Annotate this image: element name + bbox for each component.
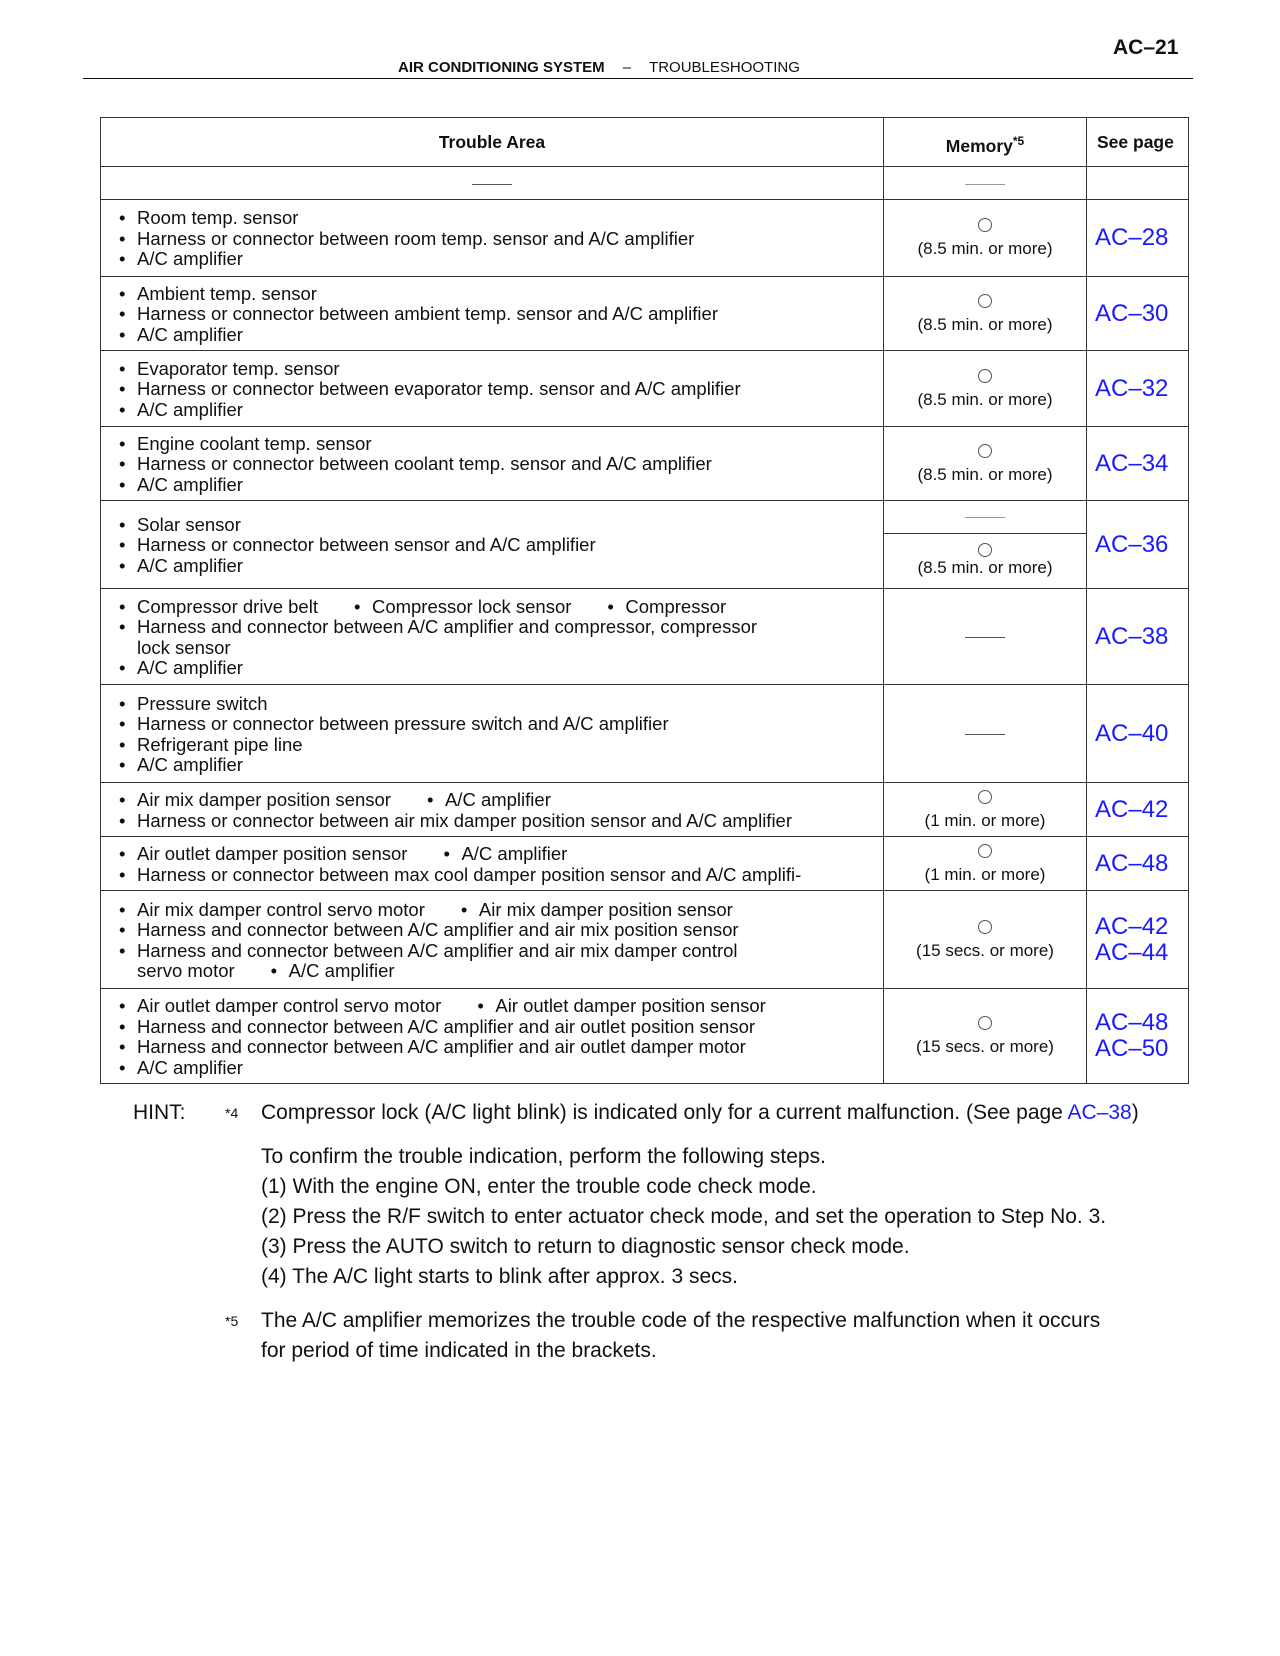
see-page-link[interactable]: AC–40 [1095,719,1169,747]
bullet-icon: • [607,595,614,617]
bullet-icon: • [119,995,126,1016]
memory-duration: (1 min. or more) [924,864,1046,884]
bullet-icon: • [426,789,434,810]
trouble-area-item [119,434,883,455]
memory-cell [884,891,1087,989]
bullet-icon: • [119,898,126,920]
memorized-circle-icon [978,920,992,934]
trouble-area-item [119,208,883,229]
trouble-area-item [119,900,883,921]
trouble-area-item [119,556,883,577]
trouble-area-item [119,638,883,659]
trouble-area-cell [101,685,884,783]
trouble-area-text: A/C amplifier [444,789,551,810]
trouble-area-text: Air outlet damper position sensor [495,995,766,1016]
bullet-icon: • [119,843,126,864]
trouble-area-text: Harness or connector between evaporator temp. sensor and A/C amplifier [137,378,741,400]
trouble-area-item [119,515,883,536]
see-page-link[interactable]: AC–48 [1095,849,1169,877]
trouble-area-text: Ambient temp. sensor [137,282,317,304]
memory-cell [884,277,1087,351]
bullet-icon: • [119,534,126,556]
trouble-area-text: Harness or connector between max cool damper position sensor and A/C amplifi- [137,863,802,885]
trouble-area-text: A/C amplifier [137,754,243,775]
trouble-area-text: Engine coolant temp. sensor [137,432,372,454]
bullet-icon: • [119,357,126,379]
trouble-area-text: Solar sensor [137,513,241,535]
trouble-area-item [119,658,883,679]
blank-row [101,167,1189,200]
trouble-area-item [119,941,883,962]
trouble-area-cell [101,351,884,427]
memory-cell [884,783,1087,837]
trouble-area-text: A/C amplifier [137,473,243,495]
trouble-area-item [119,379,883,400]
bullet-icon: • [477,995,484,1016]
trouble-area-item [119,1017,883,1038]
bullet-icon: • [119,616,126,637]
memory-duration: (8.5 min. or more) [917,464,1053,484]
trouble-area-text: Harness and connector between A/C amplifier and air outlet position sensor [137,1015,756,1037]
column-header-memory [884,118,1087,167]
trouble-area-item [119,617,883,638]
trouble-area-text: Compressor [625,595,727,617]
table-row [101,891,1189,989]
trouble-area-item [119,844,883,865]
trouble-area-text: Air mix damper position sensor [478,898,733,920]
bullet-icon: • [119,432,126,454]
memory-duration: (8.5 min. or more) [917,239,1053,258]
memory-cell [884,501,1087,589]
table-row [101,589,1189,685]
trouble-area-text: servo motor [137,960,235,981]
bullet-icon: • [119,595,126,617]
trouble-area-text: Harness and connector between A/C amplifier and compressor, compressor [137,616,758,637]
note-5-mark: *5 [225,1313,239,1329]
note-4-mark: *4 [225,1105,239,1121]
see-page-link[interactable]: AC–42 [1095,912,1169,940]
see-page-link[interactable]: AC–32 [1095,374,1169,402]
bullet-icon: • [119,1036,126,1057]
hint-section [133,1098,1233,1366]
trouble-area-item [119,1058,883,1079]
bullet-icon: • [119,227,126,249]
memorized-circle-icon [978,218,992,232]
blank-page-cell [1087,167,1189,200]
trouble-area-text: Harness or connector between ambient temp. sensor and A/C amplifier [137,303,718,325]
trouble-area-cell [101,783,884,837]
table-row [101,989,1189,1084]
trouble-area-text: A/C amplifier [137,657,243,678]
trouble-area-text: Air outlet damper position sensor [137,843,408,864]
trouble-area-text: Air mix damper position sensor [137,789,391,810]
trouble-area-item [119,735,883,756]
see-page-cell [1087,891,1189,989]
note-5-line-1: The A/C amplifier memorizes the trouble code of the respective malfunction when it occurs [261,1309,1101,1332]
bullet-icon: • [119,303,126,325]
memorized-circle-icon [978,1016,992,1030]
trouble-area-text: Evaporator temp. sensor [137,357,340,379]
trouble-area-cell [101,891,884,989]
trouble-area-text: Harness and connector between A/C amplifier and air mix damper control [137,939,738,961]
table-row [101,685,1189,783]
table-row [101,200,1189,277]
trouble-area-cell [101,277,884,351]
memory-cell [884,427,1087,501]
trouble-area-text: Air mix damper control servo motor [137,898,425,920]
memory-duration: (8.5 min. or more) [917,558,1053,577]
confirm-intro: To confirm the trouble indication, perform the following steps. [261,1145,826,1168]
note-4-text: Compressor lock (A/C light blink) is indicated only for a current malfunction. (See page [261,1101,1068,1124]
table-row [101,501,1189,589]
note-4-close: ) [1131,1101,1139,1124]
trouble-area-text: A/C amplifier [461,843,568,864]
trouble-area-cell [101,989,884,1084]
memory-duration: (8.5 min. or more) [917,389,1053,409]
see-page-link[interactable]: AC–44 [1095,938,1169,966]
table-row [101,427,1189,501]
memory-cell [884,351,1087,427]
bullet-icon: • [119,789,126,810]
memorized-circle-icon [978,444,992,458]
see-page-cell [1087,783,1189,837]
memory-label: Memory [945,135,1013,156]
trouble-area-item [119,811,883,832]
memory-cell [884,837,1087,891]
trouble-area-cell [101,427,884,501]
trouble-area-text: A/C amplifier [137,323,243,345]
bullet-icon: • [119,657,126,678]
header-separator: – [622,59,632,76]
trouble-area-text: Air outlet damper control servo motor [137,995,442,1016]
trouble-area-text: A/C amplifier [137,554,243,576]
trouble-area-item [119,454,883,475]
trouble-area-item [119,249,883,270]
trouble-area-cell [101,589,884,685]
bullet-icon: • [119,939,126,961]
see-page-cell [1087,427,1189,501]
trouble-area-item [119,996,883,1017]
trouble-area-text: A/C amplifier [288,960,395,981]
trouble-area-cell [101,837,884,891]
step-1: (1) With the engine ON, enter the trouble code check mode. [261,1175,817,1198]
memory-cell [884,989,1087,1084]
hint-label: HINT: [133,1101,186,1124]
subsection-title: TROUBLESHOOTING [649,59,800,76]
memory-cell [884,589,1087,685]
bullet-icon: • [119,1015,126,1037]
trouble-area-text: A/C amplifier [137,1056,243,1078]
step-4: (4) The A/C light starts to blink after approx. 3 secs. [261,1265,738,1288]
blank-area-cell [101,167,884,200]
bullet-icon: • [353,595,361,617]
see-page-cell [1087,501,1189,589]
hint-note-5 [133,1306,1233,1336]
bullet-icon: • [119,919,126,940]
header-rule [83,78,1193,79]
trouble-area-text: Harness or connector between air mix damper position sensor and A/C amplifier [137,809,793,831]
see-page-link[interactable]: AC–42 [1095,795,1169,823]
see-page-link[interactable]: AC–30 [1095,299,1169,327]
trouble-area-item [119,865,883,886]
trouble-area-text: Harness and connector between A/C amplifier and air mix position sensor [137,919,739,940]
see-page-link[interactable]: AC–34 [1095,449,1169,477]
trouble-area-text: Harness or connector between sensor and A/C amplifier [137,534,596,556]
see-page-link[interactable]: AC–36 [1095,530,1169,558]
table-row [101,783,1189,837]
not-applicable-dash [965,637,1005,638]
memorized-circle-icon [978,790,992,804]
bullet-icon: • [119,323,126,345]
column-header-trouble-area: Trouble Area [101,118,884,167]
bullet-icon: • [119,754,126,775]
trouble-area-text: Refrigerant pipe line [137,733,303,755]
table-header-row [101,118,1189,167]
dash-mark [472,184,512,185]
trouble-area-item [119,1037,883,1058]
trouble-area-item [119,359,883,380]
bullet-icon: • [119,1056,126,1078]
step-2: (2) Press the R/F switch to enter actuator check mode, and set the operation to Step No. 3. [261,1205,1107,1228]
bullet-icon: • [119,473,126,495]
bullet-icon: • [119,453,126,475]
see-page-link[interactable]: AC–28 [1095,224,1169,251]
trouble-area-text: Compressor drive belt [137,595,318,617]
trouble-area-item [119,535,883,556]
not-applicable-dash [965,517,1005,518]
see-page-link-ac38[interactable]: AC–38 [1067,1101,1132,1124]
table-row [101,277,1189,351]
memory-cell [884,200,1087,277]
not-applicable-dash [965,734,1005,735]
trouble-area-text: A/C amplifier [137,248,243,270]
trouble-area-text: Harness and connector between A/C amplifier and air outlet damper motor [137,1036,746,1057]
memory-duration: (8.5 min. or more) [917,314,1053,334]
trouble-area-item [119,714,883,735]
bullet-icon: • [119,863,126,885]
memory-duration: (15 secs. or more) [916,940,1054,960]
note-5-line-2: for period of time indicated in the brackets. [261,1339,657,1362]
see-page-link[interactable]: AC–48 [1095,1009,1169,1036]
memory-duration: (15 secs. or more) [916,1037,1054,1056]
memorized-circle-icon [978,294,992,308]
bullet-icon: • [119,713,126,734]
blank-memory-cell [884,167,1087,200]
trouble-area-item [119,304,883,325]
trouble-area-text: Harness or connector between pressure switch and A/C amplifier [137,713,669,734]
trouble-area-cell [101,501,884,589]
hint-note-4 [133,1098,1233,1128]
trouble-area-item [119,475,883,496]
trouble-area-item [119,790,883,811]
trouble-area-item [119,920,883,941]
see-page-cell [1087,589,1189,685]
see-page-cell [1087,200,1189,277]
trouble-area-table [100,117,1189,1084]
memorized-circle-icon [978,844,992,858]
trouble-area-text: Compressor lock sensor [371,595,572,617]
trouble-area-item [119,755,883,776]
trouble-area-item [119,694,883,715]
see-page-cell [1087,351,1189,427]
trouble-area-item [119,229,883,250]
bullet-icon: • [119,554,126,576]
page-number: AC–21 [1113,36,1179,59]
table-row [101,351,1189,427]
bullet-icon: • [270,960,278,981]
memory-duration: (1 min. or more) [924,810,1046,830]
trouble-area-cell [101,200,884,277]
memory-cell [884,685,1087,783]
trouble-area-item [119,400,883,421]
step-3: (3) Press the AUTO switch to return to diagnostic sensor check mode. [261,1235,910,1258]
trouble-area-item [119,597,883,618]
bullet-icon: • [119,378,126,400]
footnote-5-ref: *5 [1012,133,1025,148]
memorized-circle-icon [978,543,992,557]
trouble-area-item [119,325,883,346]
bullet-icon: • [460,898,468,920]
see-page-cell [1087,989,1189,1084]
trouble-area-item [119,284,883,305]
bullet-icon: • [119,282,126,304]
trouble-area-text: lock sensor [137,636,231,658]
bullet-icon: • [119,398,126,420]
bullet-icon: • [119,809,126,831]
table-row [101,837,1189,891]
trouble-area-text: Pressure switch [137,692,268,714]
see-page-cell [1087,685,1189,783]
column-header-see-page: See page [1087,118,1189,167]
bullet-icon: • [119,733,126,755]
trouble-area-text: Harness or connector between coolant temp. sensor and A/C amplifier [137,453,712,475]
see-page-link[interactable]: AC–50 [1095,1035,1169,1062]
trouble-area-text: Harness or connector between room temp. sensor and A/C amplifier [137,227,695,249]
bullet-icon: • [119,692,126,714]
bullet-icon: • [443,843,450,864]
see-page-cell [1087,277,1189,351]
memorized-circle-icon [978,369,992,383]
see-page-link[interactable]: AC–38 [1095,622,1169,650]
dash-mark [965,184,1005,185]
bullet-icon: • [119,513,126,535]
trouble-area-text: Room temp. sensor [137,207,299,229]
running-header [398,59,800,76]
bullet-icon: • [119,207,126,229]
bullet-icon: • [119,248,126,270]
see-page-cell [1087,837,1189,891]
trouble-area-item [119,961,883,982]
trouble-area-text: A/C amplifier [137,398,243,420]
section-title: AIR CONDITIONING SYSTEM [398,59,605,76]
